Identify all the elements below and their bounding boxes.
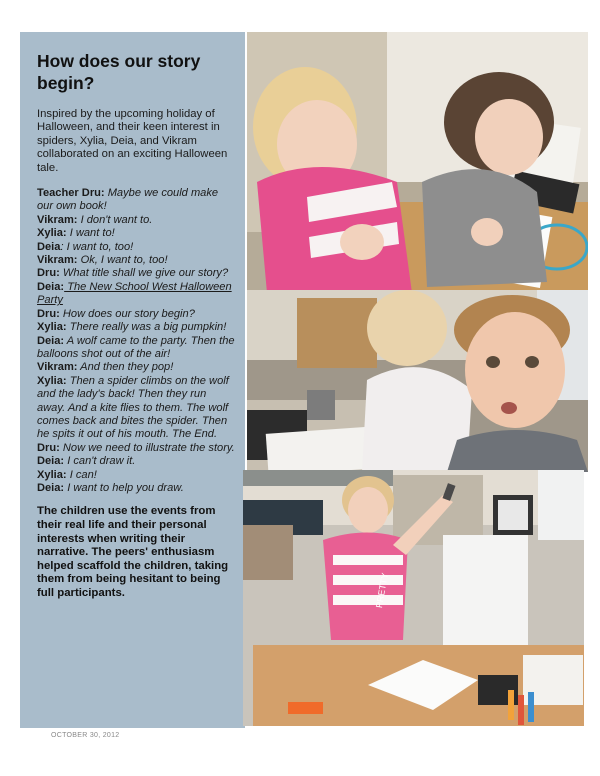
photo-girls-drawing	[247, 32, 588, 293]
speaker: Vikram:	[37, 254, 78, 267]
summary-paragraph: The children use the events from their real life and their personal interests when writing their narrative. The peers' enthusiasm helped scaffold the children, taking them from being hesitant to being full participants.	[37, 505, 229, 599]
speaker: Deia	[37, 240, 61, 253]
speaker: Xylia:	[37, 227, 67, 240]
dialogue	[37, 187, 237, 495]
photo-girl-raising-marker	[243, 470, 584, 726]
dialogue-line	[37, 469, 237, 482]
photo-girl-raising-marker-art	[243, 470, 584, 726]
dialogue-line	[37, 335, 237, 362]
page-title: How does our story begin?	[37, 51, 201, 93]
utterance: Maybe we could make our own book!	[37, 187, 219, 213]
utterance: Ok, I want to, too!	[77, 254, 168, 267]
utterance: : I want to, too!	[60, 240, 134, 253]
dialogue-line	[37, 442, 237, 455]
speaker: Deia:	[37, 334, 65, 347]
photo-girls-drawing-art	[247, 32, 588, 293]
speaker: Xylia:	[37, 321, 67, 334]
text-panel	[20, 32, 245, 728]
utterance: I want to!	[66, 227, 115, 240]
dialogue-line	[37, 455, 237, 468]
utterance: There really was a big pumpkin!	[66, 321, 227, 334]
utterance: I want to help you draw.	[64, 481, 184, 494]
dialogue-line	[37, 187, 237, 214]
dialogue-line	[37, 214, 237, 227]
utterance: I can!	[66, 468, 97, 481]
dialogue-line	[37, 375, 237, 442]
speaker: Dru:	[37, 267, 60, 280]
speaker: Vikram:	[37, 361, 78, 374]
intro-paragraph: Inspired by the upcoming holiday of Halloween, and their keen interest in spiders, Xylia, Deia, and Vikram collaborated on an exciting Halloween tale.	[37, 108, 228, 174]
dialogue-line	[37, 308, 237, 321]
utterance: I can't draw it.	[64, 455, 136, 468]
footer-date: OCTOBER 30, 2012	[51, 732, 120, 739]
dialogue-line	[37, 241, 237, 254]
utterance: I don't want to.	[77, 213, 153, 226]
utterance: How does our story begin?	[59, 307, 195, 320]
dialogue-line	[37, 361, 237, 374]
speaker: Deia:	[37, 481, 65, 494]
dialogue-line	[37, 321, 237, 334]
photo-boy-closeup	[247, 290, 588, 472]
speaker: Dru:	[37, 307, 60, 320]
dialogue-line	[37, 482, 237, 495]
shirt-print: PRETTY	[373, 572, 390, 609]
utterance: And then they pop!	[77, 361, 174, 374]
speaker: Xylia:	[37, 468, 67, 481]
utterance: A wolf came to the party. Then the balloons shot out of the air!	[37, 334, 235, 360]
utterance: Then a spider climbs on the wolf and the lady's back! Then they run away. And a kite flies to them. The wolf comes back and bites the spider. Then he spits it out of his mouth. The End.	[37, 374, 229, 441]
dialogue-line	[37, 227, 237, 240]
speaker: Vikram:	[37, 213, 78, 226]
dialogue-line	[37, 254, 237, 267]
speaker: Xylia:	[37, 374, 67, 387]
dialogue-line	[37, 281, 237, 308]
photo-boy-closeup-art	[247, 290, 588, 472]
speaker: Teacher Dru:	[37, 187, 105, 200]
speaker: Deia:	[37, 455, 65, 468]
story-title: The New School West Halloween Party	[37, 280, 232, 307]
speaker: Dru:	[37, 441, 60, 454]
dialogue-line	[37, 267, 237, 280]
utterance: What title shall we give our story?	[59, 267, 229, 280]
utterance: Now we need to illustrate the story.	[59, 441, 235, 454]
text-panel-content	[37, 50, 237, 601]
speaker: Deia:	[37, 280, 65, 293]
